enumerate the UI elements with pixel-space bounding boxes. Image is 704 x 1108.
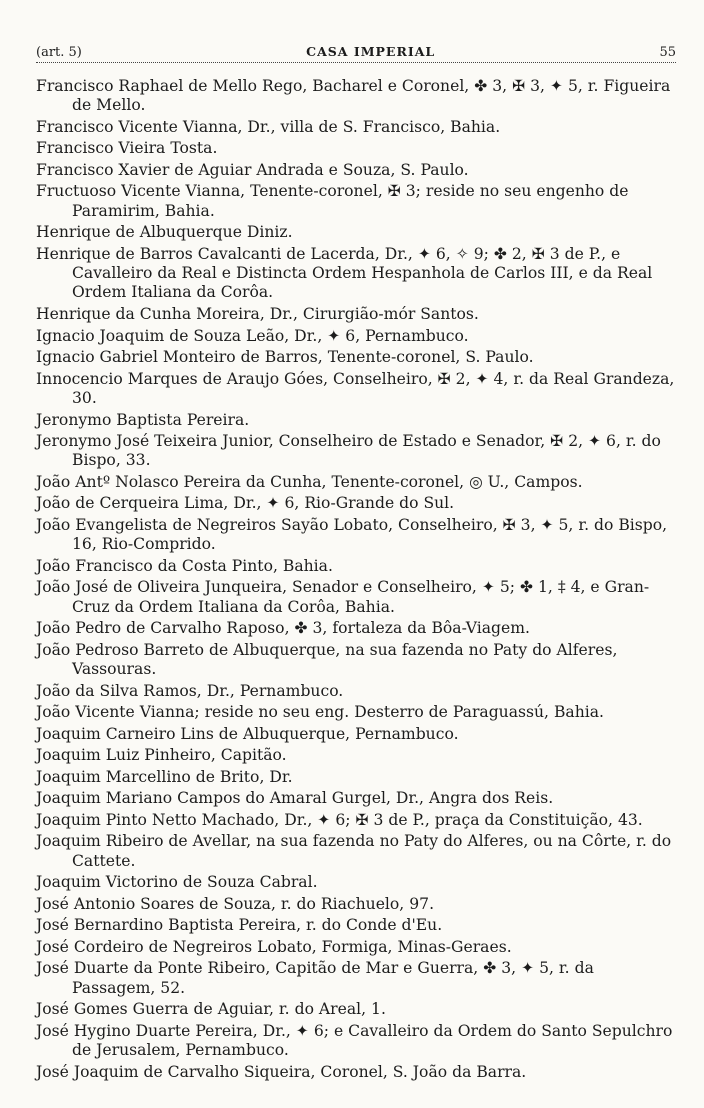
article-ref: (art. 5) [36, 45, 82, 60]
list-item: João Pedroso Barreto de Albuquerque, na sua fazenda no Paty do Alferes, Vassouras. [36, 640, 618, 679]
list-item: João Pedro de Carvalho Raposo, ✤ 3, fortaleza da Bôa-Viagem. [36, 619, 530, 638]
entry-list [36, 77, 676, 1082]
list-item: João Vicente Vianna; reside no seu eng. Desterro de Paraguassú, Bahia. [36, 703, 605, 722]
list-item: João José de Oliveira Junqueira, Senador e Conselheiro, ✦ 5; ✤ 1, ‡ 4, e Gran-Cruz da Ordem Italiana da Corôa, Bahia. [36, 578, 650, 616]
list-item: João de Cerqueira Lima, Dr., ✦ 6, Rio-Grande do Sul. [36, 494, 455, 513]
list-item: Ignacio Joaquim de Souza Leão, Dr., ✦ 6, Pernambuco. [36, 326, 469, 345]
list-item: Henrique da Cunha Moreira, Dr., Cirurgião-mór Santos. [36, 305, 479, 324]
list-item: Joaquim Ribeiro de Avellar, na sua fazenda no Paty do Alferes, ou na Côrte, r. do Cattete. [36, 832, 672, 870]
list-item: Joaquim Pinto Netto Machado, Dr., ✦ 6; ✠ 3 de P., praça da Constituição, 43. [36, 810, 643, 829]
page-number: 55 [659, 45, 676, 60]
list-item: Jeronymo Baptista Pereira. [36, 410, 250, 429]
list-item: Joaquim Mariano Campos do Amaral Gurgel, Dr., Angra dos Reis. [36, 789, 554, 808]
list-item: Joaquim Luiz Pinheiro, Capitão. [36, 746, 287, 765]
list-item: Jeronymo José Teixeira Junior, Conselheiro de Estado e Senador, ✠ 2, ✦ 6, r. do Bispo, 33. [36, 432, 661, 470]
list-item: José Joaquim de Carvalho Siqueira, Coronel, S. João da Barra. [36, 1062, 527, 1081]
list-item: Joaquim Carneiro Lins de Albuquerque, Pernambuco. [36, 724, 459, 743]
list-item: José Duarte da Ponte Ribeiro, Capitão de Mar e Guerra, ✤ 3, ✦ 5, r. da Passagem, 52. [36, 959, 594, 997]
list-item: Francisco Vieira Tosta. [36, 139, 218, 158]
list-item: Ignacio Gabriel Monteiro de Barros, Tenente-coronel, S. Paulo. [36, 348, 534, 367]
list-item: João da Silva Ramos, Dr., Pernambuco. [36, 681, 344, 700]
list-item: Henrique de Albuquerque Diniz. [36, 223, 293, 242]
list-item: Joaquim Marcellino de Brito, Dr. [36, 767, 293, 786]
list-item: Francisco Vicente Vianna, Dr., villa de S. Francisco, Bahia. [36, 117, 501, 136]
list-item: José Bernardino Baptista Pereira, r. do Conde d'Eu. [36, 916, 443, 935]
list-item: João Francisco da Costa Pinto, Bahia. [36, 556, 333, 575]
list-item: Francisco Raphael de Mello Rego, Bacharel e Coronel, ✤ 3, ✠ 3, ✦ 5, r. Figueira de Mello. [36, 77, 671, 115]
page-header [36, 44, 676, 63]
list-item: Francisco Xavier de Aguiar Andrada e Souza, S. Paulo. [36, 160, 469, 179]
list-item: João Antº Nolasco Pereira da Cunha, Tenente-coronel, ◎ U., Campos. [36, 472, 583, 491]
list-item: José Hygino Duarte Pereira, Dr., ✦ 6; e Cavalleiro da Ordem do Santo Sepulchro de Jerusalem, Pernambuco. [36, 1021, 673, 1060]
list-item: Fructuoso Vicente Vianna, Tenente-coronel, ✠ 3; reside no seu engenho de Paramirim, Bahia. [36, 182, 629, 220]
list-item: José Gomes Guerra de Aguiar, r. do Areal, 1. [36, 1000, 386, 1019]
list-item: Henrique de Barros Cavalcanti de Lacerda, Dr., ✦ 6, ✧ 9; ✤ 2, ✠ 3 de P., e Cavalleiro da Real e Distincta Ordem Hespanhola de Carlos III, e da Real Ordem Italiana da Corôa. [36, 244, 653, 302]
list-item: Innocencio Marques de Araujo Góes, Conselheiro, ✠ 2, ✦ 4, r. da Real Grandeza, 30. [36, 369, 675, 407]
list-item: João Evangelista de Negreiros Sayão Lobato, Conselheiro, ✠ 3, ✦ 5, r. do Bispo, 16, Rio-Comprido. [36, 515, 668, 554]
page-title: CASA IMPERIAL [306, 44, 436, 59]
list-item: José Antonio Soares de Souza, r. do Riachuelo, 97. [36, 894, 435, 913]
list-item: Joaquim Victorino de Souza Cabral. [36, 873, 318, 892]
list-item: José Cordeiro de Negreiros Lobato, Formiga, Minas-Geraes. [36, 937, 512, 956]
